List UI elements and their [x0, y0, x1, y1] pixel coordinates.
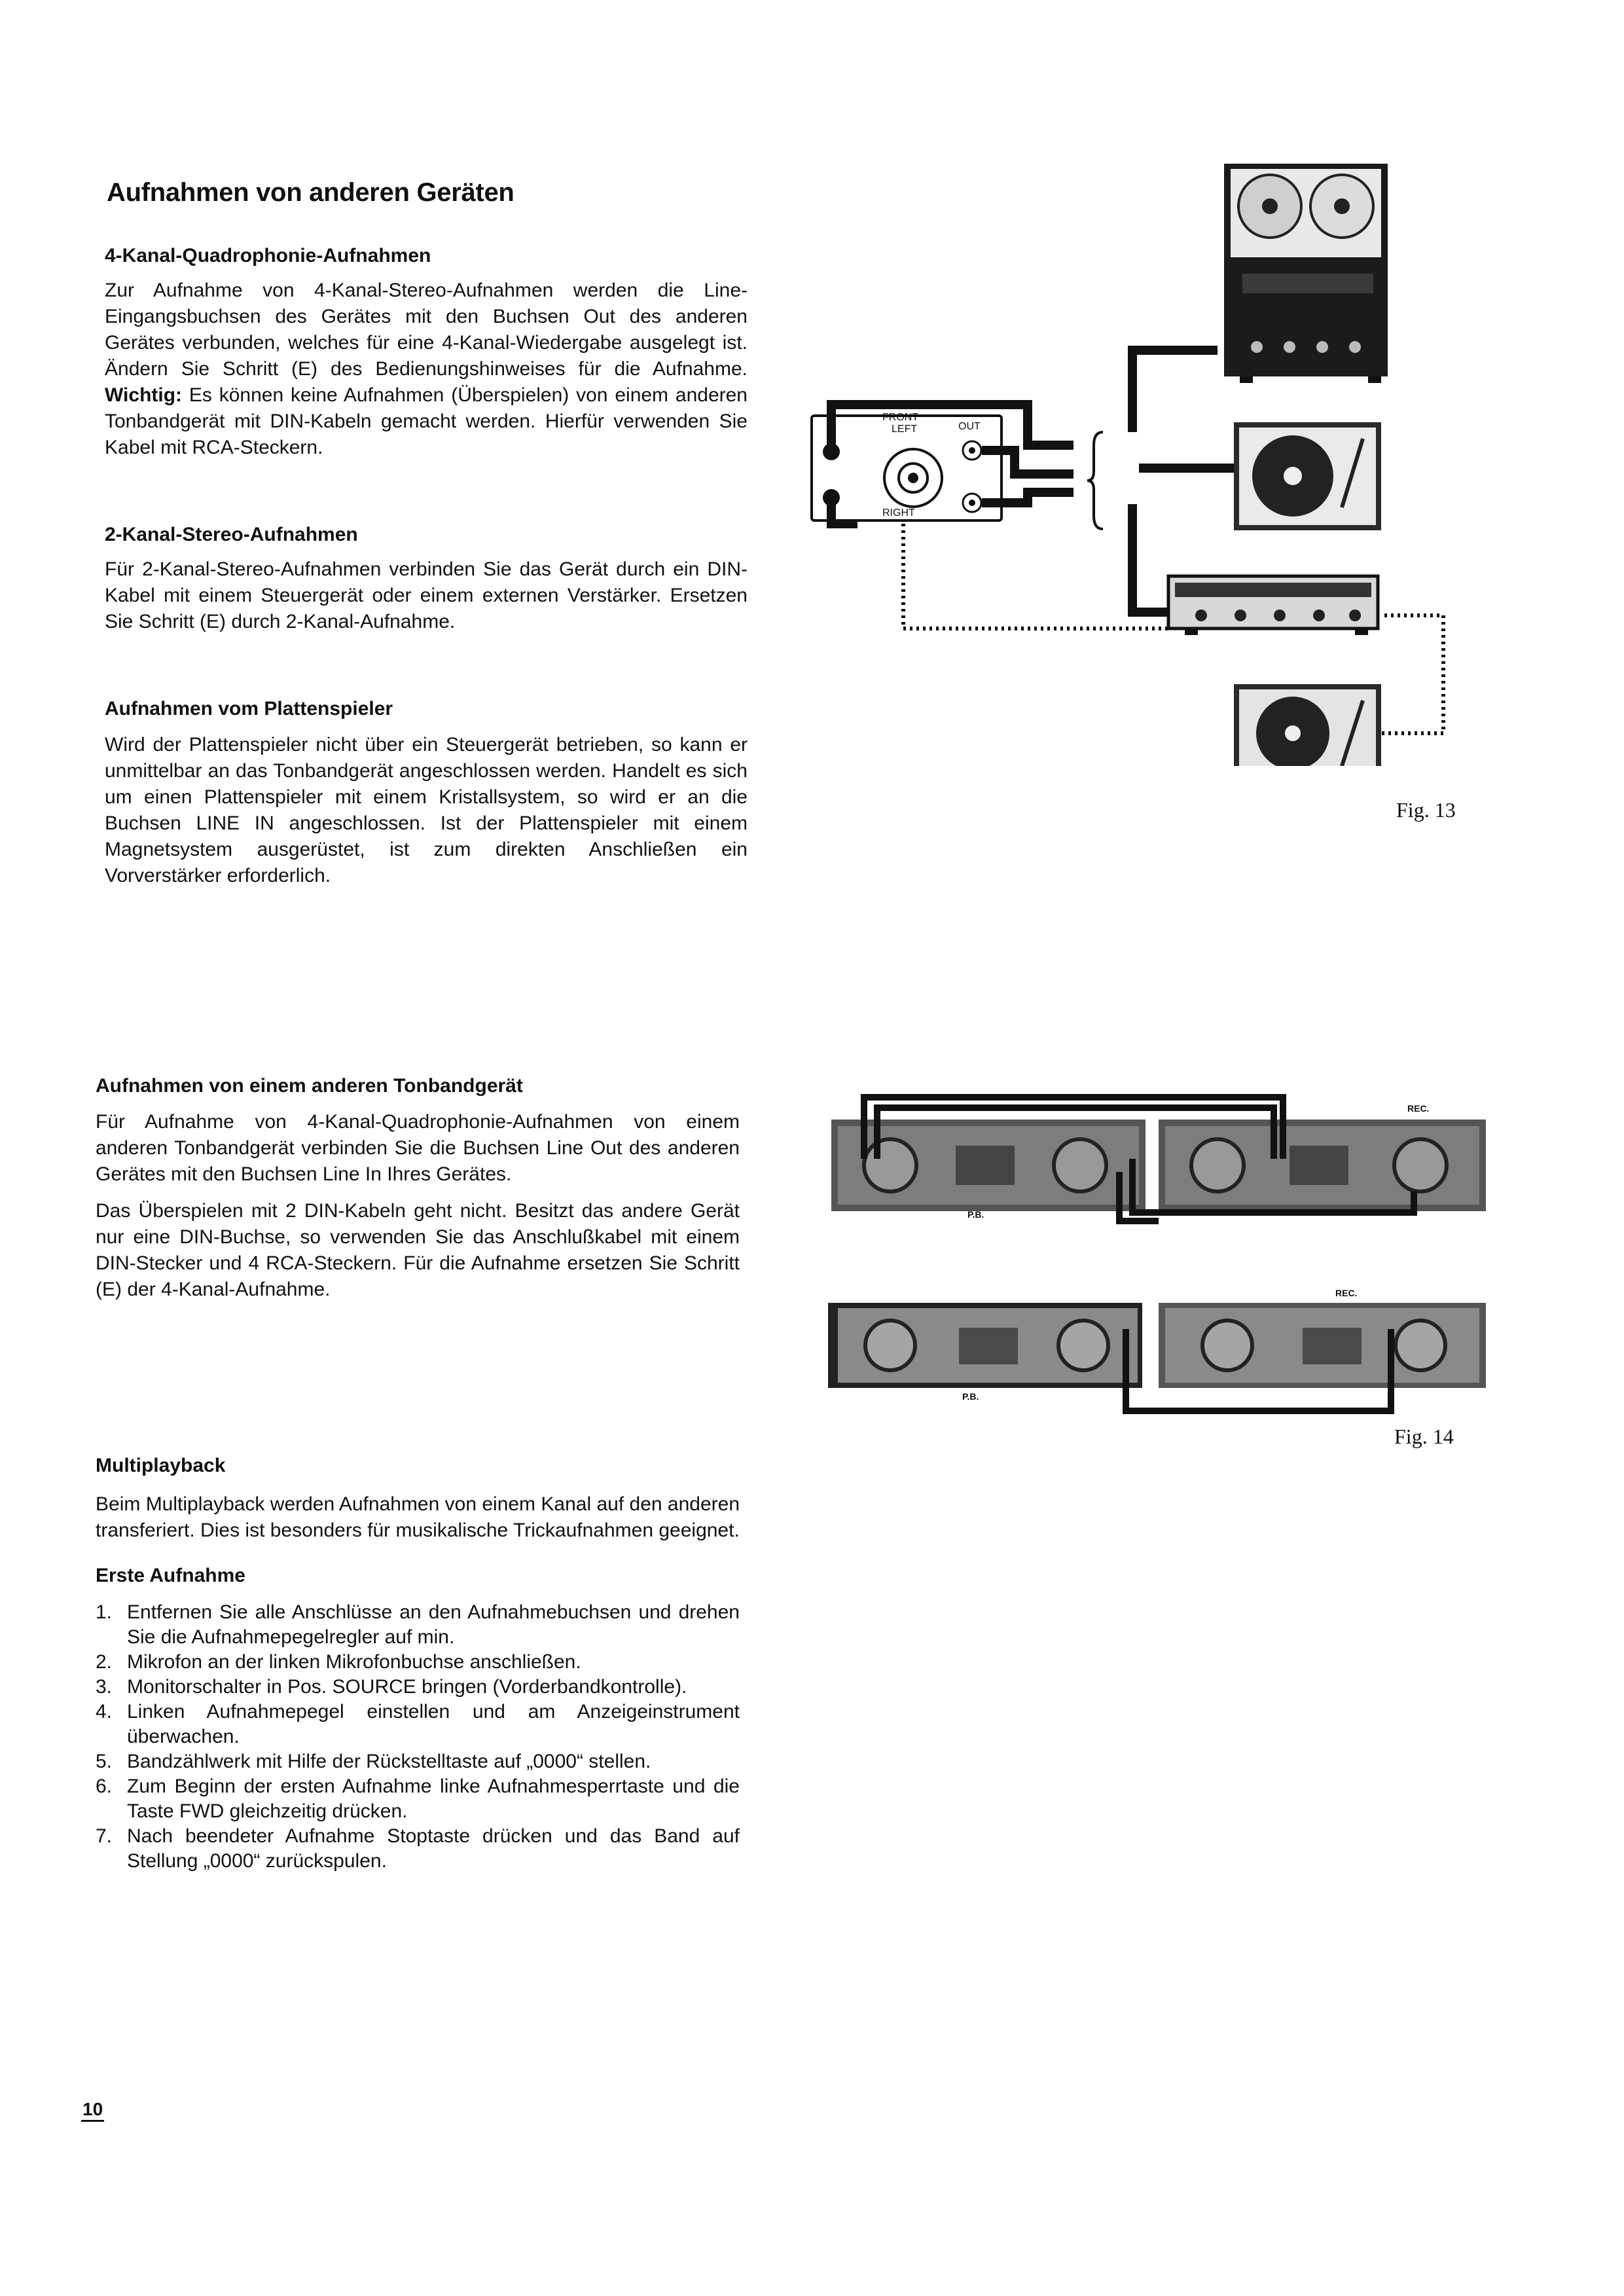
- important-label: Wichtig:: [105, 384, 183, 406]
- tape-deck-image: [1224, 164, 1388, 383]
- tape-heading: Aufnahmen von einem anderen Tonbandgerät: [96, 1075, 523, 1097]
- fig14-deck-bottom-right: [1159, 1303, 1486, 1388]
- socket-panel: [812, 412, 1001, 520]
- fig14-caption: Fig. 14: [1394, 1425, 1454, 1448]
- quad-text-b: Es können keine Aufnahmen (Überspielen) von einem anderen Tonbandgerät mit DIN-Kabeln gemacht werden. Hierfür verwenden Sie Kabel mit RCA-Steckern.: [105, 384, 748, 458]
- label-rec-bottom: REC.: [1335, 1288, 1358, 1298]
- label-left: LEFT: [892, 424, 918, 435]
- label-out: OUT: [958, 421, 981, 432]
- turntable-text: Wird der Plattenspieler nicht über ein Steuergerät betrieben, so kann er unmittelbar an das Tonbandgerät angeschlossen werden. Handelt es sich um einen Plattenspieler mit einem Kristallsystem, so wird er an die Buchsen LINE IN angeschlossen. Ist der Plattenspieler mit einem Magnetsystem ausgerüstet, ist zum direkten Anschließen ein Vorverstärker erforderlich.: [105, 734, 748, 886]
- fig14-deck-top-right: [1159, 1120, 1486, 1211]
- fig14-diagram: [818, 1087, 1499, 1414]
- steps-list: [96, 1600, 740, 1874]
- turntable-block: [105, 698, 748, 889]
- quad-heading: 4-Kanal-Quadrophonie-Aufnahmen: [105, 245, 431, 266]
- page-number: 10: [81, 2099, 104, 2122]
- label-pb-bottom: P.B.: [962, 1391, 979, 1402]
- list-item: 6. Zum Beginn der ersten Aufnahme linke Aufnahmesperrtaste und die Taste FWD gleichzeitig drücken.: [96, 1776, 740, 1822]
- tape-block: [96, 1075, 740, 1303]
- label-front: FRONT: [882, 412, 919, 423]
- list-item: 3. Monitorschalter in Pos. SOURCE bringen (Vorderbandkontrolle).: [96, 1676, 687, 1698]
- multiplayback-text: Beim Multiplayback werden Aufnahmen von einem Kanal auf den anderen transferiert. Dies ist besonders für musikalische Trickaufnahmen geeignet.: [96, 1493, 740, 1541]
- quad-text-a: Zur Aufnahme von 4-Kanal-Stereo-Aufnahmen werden die Line-Eingangsbuchsen des Gerätes mit den Buchsen Out des anderen Gerätes verbunden, welches für eine 4-Kanal-Wiedergabe ausgelegt ist. Ändern Sie Schritt (E) des Bedienungshinweises für die Aufnahme.: [105, 280, 748, 380]
- section-title: Aufnahmen von anderen Geräten: [107, 178, 514, 207]
- multiplayback-block: [96, 1455, 740, 1874]
- turntable-image-1: [1234, 422, 1381, 530]
- stereo-text: Für 2-Kanal-Stereo-Aufnahmen verbinden Sie das Gerät durch ein DIN-Kabel mit einem Steuergerät oder einem externen Verstärker. Ersetzen Sie Schritt (E) durch 2-Kanal-Aufnahme.: [105, 558, 748, 632]
- stereo-heading: 2-Kanal-Stereo-Aufnahmen: [105, 524, 358, 545]
- multiplayback-heading: Multiplayback: [96, 1455, 226, 1476]
- quad-block: [105, 245, 748, 461]
- fig13-cable-bracket: [1087, 432, 1103, 529]
- list-item: 2. Mikrofon an der linken Mikrofonbuchse anschließen.: [96, 1651, 581, 1673]
- fig13-diagram: [805, 157, 1486, 766]
- quad-text: [105, 278, 748, 461]
- label-pb-top: P.B.: [967, 1209, 984, 1220]
- list-item: 1. Entfernen Sie alle Anschlüsse an den Aufnahmebuchsen und drehen Sie die Aufnahmepegelregler auf min.: [96, 1601, 740, 1648]
- fig14-deck-bottom-left: [828, 1303, 1142, 1388]
- tape-text-2: Das Überspielen mit 2 DIN-Kabeln geht nicht. Besitzt das andere Gerät nur eine DIN-Buchse, so verwenden Sie das Anschlußkabel mit einem DIN-Stecker und 4 RCA-Steckern. Für die Aufnahme ersetzen Sie Schritt (E) der 4-Kanal-Aufnahme.: [96, 1200, 740, 1300]
- list-item: 4. Linken Aufnahmepegel einstellen und am Anzeigeinstrument überwachen.: [96, 1701, 740, 1747]
- label-right: RIGHT: [882, 507, 915, 519]
- first-recording-heading: Erste Aufnahme: [96, 1565, 245, 1586]
- list-item: 5. Bandzählwerk mit Hilfe der Rückstelltaste auf „0000“ stellen.: [96, 1751, 651, 1772]
- fig13-caption: Fig. 13: [1396, 798, 1456, 822]
- list-item: 7. Nach beendeter Aufnahme Stoptaste drücken und das Band auf Stellung „0000“ zurückspulen.: [96, 1825, 740, 1872]
- amplifier-image: [1168, 576, 1378, 635]
- turntable-image-2: [1234, 684, 1381, 766]
- tape-text-1: Für Aufnahme von 4-Kanal-Quadrophonie-Aufnahmen von einem anderen Tonbandgerät verbinden Sie die Buchsen Line Out des anderen Gerätes mit den Buchsen Line In Ihres Gerätes.: [96, 1111, 740, 1185]
- label-rec-top: REC.: [1407, 1103, 1430, 1114]
- turntable-heading: Aufnahmen vom Plattenspieler: [105, 698, 393, 720]
- stereo-block: [105, 524, 748, 635]
